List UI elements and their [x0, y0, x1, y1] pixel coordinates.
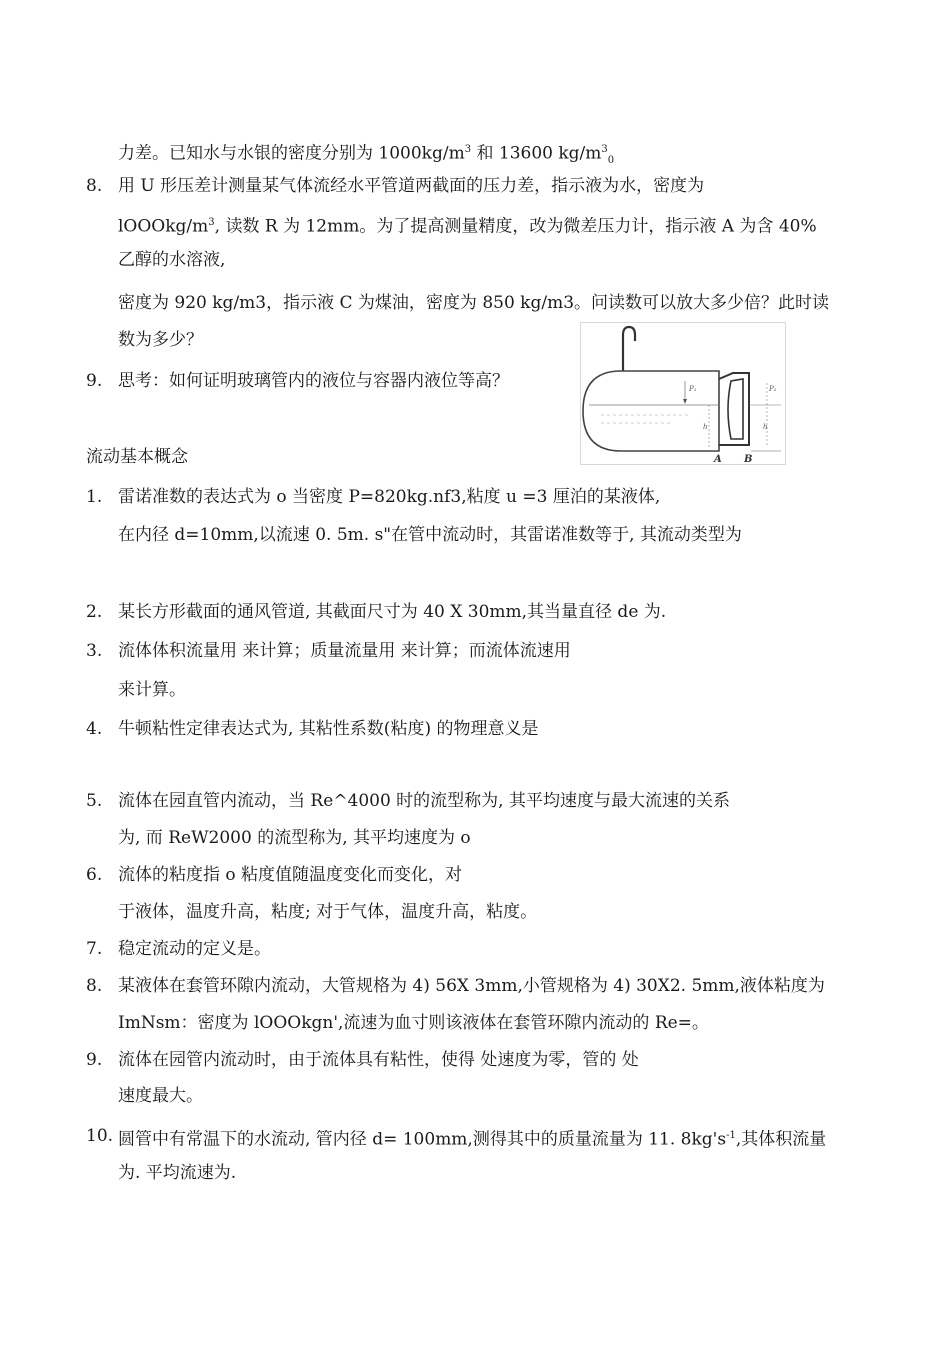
- superscript: 3: [208, 217, 215, 228]
- question-text: 为, 而 ReW2000 的流型称为, 其平均速度为 o: [118, 828, 471, 848]
- text: lOOOkg/m: [118, 216, 209, 237]
- question-text: 在内径 d=10mm,以流速 0. 5m. s"在管中流动时，其雷诺准数等于, 其流动类型为: [118, 525, 742, 545]
- question-number: 7.: [86, 939, 103, 959]
- question-number: 10.: [86, 1126, 114, 1146]
- label-b: B: [744, 454, 753, 464]
- text: ,其体积流量: [735, 1129, 827, 1150]
- superscript: 3: [601, 144, 608, 155]
- superscript: 3: [464, 144, 472, 155]
- question-text: 稳定流动的定义是。: [118, 939, 271, 959]
- question-number: 8.: [86, 176, 103, 196]
- question-text: 流体体积流量用 来计算；质量流量用 来计算；而流体流速用: [118, 641, 571, 661]
- continuation-line: [118, 139, 614, 172]
- text: , 读数 R 为 12mm。为了提高测量精度，改为微差压力计，指示液 A 为含 40%: [214, 216, 817, 237]
- question-text: [118, 212, 817, 238]
- superscript: -1: [726, 1130, 736, 1141]
- question-text: ImNsm：密度为 lOOOkgn',流速为血寸则该液体在套管环隙内流动的 Re=。: [118, 1013, 709, 1033]
- question-text: 思考：如何证明玻璃管内的液位与容器内液位等高？: [118, 371, 509, 391]
- question-text: 密度为 920 kg/m3，指示液 C 为煤油，密度为 850 kg/m3。问读数可以放大多少倍？此时读: [118, 293, 830, 313]
- question-text: 流体在园管内流动时，由于流体具有粘性，使得 处速度为零，管的 处: [118, 1050, 639, 1070]
- question-text: 雷诺准数的表达式为 o 当密度 P=820kg.nf3,粘度 u =3 厘泊的某液体,: [118, 487, 661, 507]
- question-text: 用 U 形压差计测量某气体流经水平管道两截面的压力差，指示液为水，密度为: [118, 176, 705, 196]
- question-text: 速度最大。: [118, 1086, 203, 1106]
- question-number: 9.: [86, 371, 103, 391]
- question-text: 于液体，温度升高，粘度; 对于气体，温度升高，粘度。: [118, 902, 538, 922]
- question-text: 某长方形截面的通风管道, 其截面尺寸为 40 X 30mm,其当量直径 de 为.: [118, 602, 667, 622]
- h2-label: h: [763, 423, 768, 431]
- question-text: 某液体在套管环隙内流动，大管规格为 4) 56X 3mm,小管规格为 4) 30X2. 5mm,液体粘度为: [118, 976, 825, 996]
- question-text: 数为多少？: [118, 330, 203, 350]
- question-number: 6.: [86, 865, 103, 885]
- question-text: 来计算。: [118, 680, 186, 700]
- question-number: 1.: [86, 487, 103, 507]
- text: 圆管中有常温下的水流动, 管内径 d= 100mm,测得其中的质量流量为 11. 8kg's: [118, 1129, 727, 1150]
- section-heading: 流动基本概念: [86, 447, 188, 467]
- question-number: 4.: [86, 719, 103, 739]
- question-number: 3.: [86, 641, 103, 661]
- p1-label: P₁: [689, 385, 697, 393]
- text: 和 13600 kg/m: [471, 143, 602, 164]
- subscript: 0: [607, 155, 615, 167]
- question-text: 为. 平均流速为.: [118, 1163, 237, 1183]
- text: 力差。已知水与水银的密度分别为 1000kg/m: [118, 143, 465, 164]
- question-text: [118, 1125, 826, 1151]
- question-text: 流体的粘度指 o 粘度值随温度变化而变化，对: [118, 865, 463, 885]
- question-number: 2.: [86, 602, 103, 622]
- question-text: 流体在园直管内流动，当 Re^4000 时的流型称为, 其平均速度与最大流速的关系: [118, 791, 730, 811]
- question-number: 8.: [86, 976, 103, 996]
- label-a: A: [714, 454, 722, 464]
- p2-label: P₂: [769, 385, 777, 393]
- question-text: 牛顿粘性定律表达式为, 其粘性系数(粘度) 的物理意义是: [118, 719, 539, 739]
- h1-label: h: [703, 423, 708, 431]
- question-number: 9.: [86, 1050, 103, 1070]
- tank-diagram: [580, 322, 786, 465]
- question-number: 5.: [86, 791, 103, 811]
- question-text: 乙醇的水溶液,: [118, 250, 226, 270]
